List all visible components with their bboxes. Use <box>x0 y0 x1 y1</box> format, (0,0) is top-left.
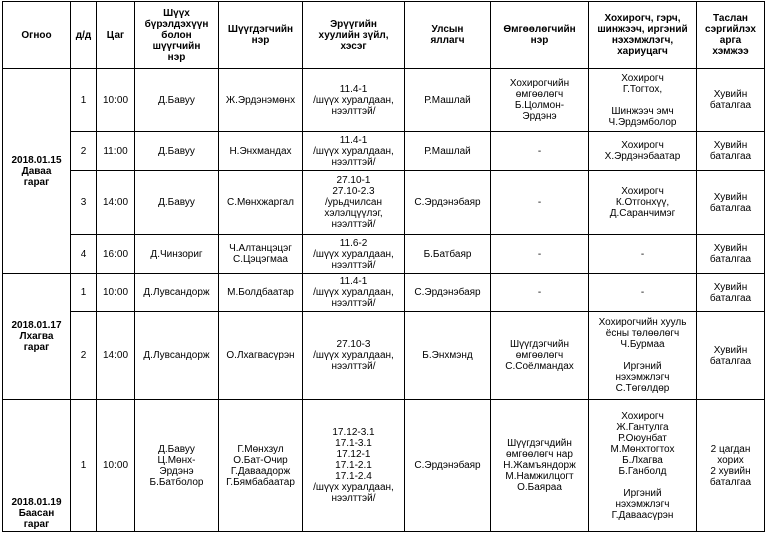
row-number: 2 <box>71 132 97 171</box>
row-article: 11.6-2 /шүүх хуралдаан, нээлттэй/ <box>303 235 405 274</box>
row-parties: Хохирогчийн хууль ёсны төлөөлөгч Ч.Бурмаа Иргэний нэхэмжлэгч С.Төгөлдөр <box>589 312 697 400</box>
row-lawyer: Хохирогчийн өмгөөлөгч Б.Цолмон- Эрдэнэ <box>491 69 589 132</box>
row-defendant: Н.Энхмандах <box>219 132 303 171</box>
table-row <box>3 171 765 235</box>
row-prosecutor: Б.Батбаяр <box>405 235 491 274</box>
row-article: 27.10-1 27.10-2.3 /урьдчилсан хэлэлцүүлэг, нээлттэй/ <box>303 171 405 235</box>
row-article: 11.4-1 /шүүх хуралдаан, нээлттэй/ <box>303 69 405 132</box>
row-prosecutor: Р.Машлай <box>405 132 491 171</box>
row-defendant: Г.Мөнхзул О.Бат-Очир Г.Даваадорж Г.Бямбабаатар <box>219 400 303 532</box>
row-prosecutor: Б.Энхмэнд <box>405 312 491 400</box>
row-prosecutor: С.Эрдэнэбаяр <box>405 274 491 312</box>
row-parties: Хохирогч Х.Эрдэнэбаатар <box>589 132 697 171</box>
table-row <box>3 235 765 274</box>
row-time: 14:00 <box>97 171 135 235</box>
row-measure: Хувийн баталгаа <box>697 69 765 132</box>
row-article: 27.10-3 /шүүх хуралдаан, нээлттэй/ <box>303 312 405 400</box>
row-measure: 2 цагдан хорих 2 хувийн баталгаа <box>697 400 765 532</box>
row-parties: Хохирогч Г.Тогтох, Шинжээч эмч Ч.Эрдэмболор <box>589 69 697 132</box>
row-measure: Хувийн баталгаа <box>697 132 765 171</box>
row-article: 11.4-1 /шүүх хуралдаан, нээлттэй/ <box>303 274 405 312</box>
row-prosecutor: С.Эрдэнэбаяр <box>405 400 491 532</box>
row-number: 1 <box>71 274 97 312</box>
row-number: 2 <box>71 312 97 400</box>
header-defendant: Шүүгдэгчийн нэр <box>219 2 303 69</box>
table-row <box>3 274 765 312</box>
header-prosecutor: Улсын яллагч <box>405 2 491 69</box>
row-judge: Д.Бавуу <box>135 69 219 132</box>
header-judge: Шүүх бүрэлдэхүүн болон шүүгчийн нэр <box>135 2 219 69</box>
table-row <box>3 132 765 171</box>
row-number: 1 <box>71 400 97 532</box>
row-number: 4 <box>71 235 97 274</box>
table-row <box>3 69 765 132</box>
court-schedule-table <box>2 1 765 532</box>
row-parties: - <box>589 274 697 312</box>
row-article: 17.12-3.1 17.1-3.1 17.12-1 17.1-2.1 17.1-2.4 /шүүх хуралдаан, нээлттэй/ <box>303 400 405 532</box>
row-time: 10:00 <box>97 400 135 532</box>
row-article: 11.4-1 /шүүх хуралдаан, нээлттэй/ <box>303 132 405 171</box>
row-defendant: Ж.Эрдэнэмөнх <box>219 69 303 132</box>
header-time: Цаг <box>97 2 135 69</box>
row-defendant: М.Болдбаатар <box>219 274 303 312</box>
date-cell: 2018.01.15 Даваа гараг <box>3 69 71 274</box>
row-measure: Хувийн баталгаа <box>697 171 765 235</box>
row-prosecutor: Р.Машлай <box>405 69 491 132</box>
row-lawyer: - <box>491 235 589 274</box>
row-defendant: С.Мөнхжаргал <box>219 171 303 235</box>
row-prosecutor: С.Эрдэнэбаяр <box>405 171 491 235</box>
row-lawyer: Шүүгдэгчдийн өмгөөлөгч нар Н.Жамъяндорж М.Намжилцогт О.Баяраа <box>491 400 589 532</box>
row-measure: Хувийн баталгаа <box>697 312 765 400</box>
date-cell: 2018.01.17 Лхагва гараг <box>3 274 71 400</box>
row-judge: Д.Лувсандорж <box>135 312 219 400</box>
date-cell: 2018.01.19 Баасан гараг <box>3 400 71 532</box>
row-judge: Д.Чинзориг <box>135 235 219 274</box>
row-time: 10:00 <box>97 274 135 312</box>
row-parties: Хохирогч Ж.Гантулга Р.Оюунбат М.Мөнхтогтох Б.Лхагва Б.Ганболд Иргэний нэхэмжлэгч Г.Даваасүрэн <box>589 400 697 532</box>
row-number: 1 <box>71 69 97 132</box>
row-number: 3 <box>71 171 97 235</box>
row-time: 16:00 <box>97 235 135 274</box>
row-parties: Хохирогч К.Отгонхүү, Д.Саранчимэг <box>589 171 697 235</box>
row-judge: Д.Бавуу <box>135 171 219 235</box>
header-article: Эрүүгийн хуулийн зүйл, хэсэг <box>303 2 405 69</box>
header-parties: Хохирогч, гэрч, шинжээч, иргэний нэхэмжлэгч, хариуцагч <box>589 2 697 69</box>
row-lawyer: - <box>491 132 589 171</box>
row-defendant: О.Лхагвасүрэн <box>219 312 303 400</box>
row-judge: Д.Бавуу Ц.Мөнх- Эрдэнэ Б.Батболор <box>135 400 219 532</box>
row-parties: - <box>589 235 697 274</box>
row-defendant: Ч.Алтанцэцэг С.Цэцэгмаа <box>219 235 303 274</box>
row-measure: Хувийн баталгаа <box>697 235 765 274</box>
row-lawyer: - <box>491 171 589 235</box>
row-measure: Хувийн баталгаа <box>697 274 765 312</box>
row-lawyer: - <box>491 274 589 312</box>
header-date: Огноо <box>3 2 71 69</box>
header-row <box>3 2 765 69</box>
header-lawyer: Өмгөөлөгчийн нэр <box>491 2 589 69</box>
header-measure: Таслан сэргийлэх арга хэмжээ <box>697 2 765 69</box>
row-time: 10:00 <box>97 69 135 132</box>
row-judge: Д.Бавуу <box>135 132 219 171</box>
row-time: 14:00 <box>97 312 135 400</box>
row-judge: Д.Лувсандорж <box>135 274 219 312</box>
row-lawyer: Шүүгдэгчийн өмгөөлөгч С.Соёлмандах <box>491 312 589 400</box>
table-row <box>3 400 765 532</box>
header-number: д/д <box>71 2 97 69</box>
table-row <box>3 312 765 400</box>
row-time: 11:00 <box>97 132 135 171</box>
